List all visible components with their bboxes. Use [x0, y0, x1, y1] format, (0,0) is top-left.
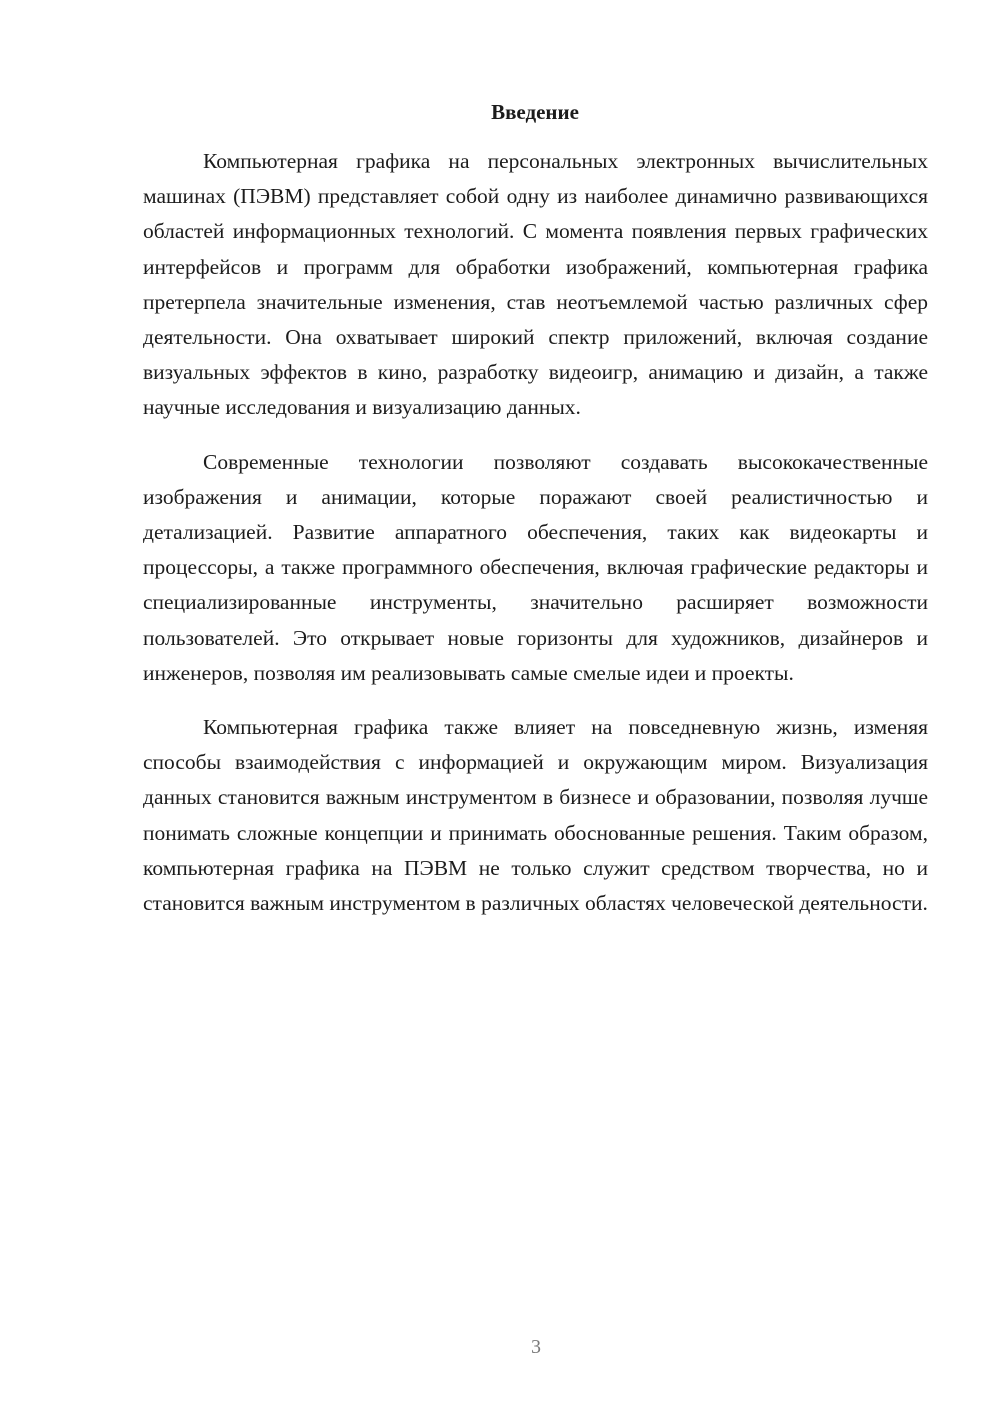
paragraph-2: Современные технологии позволяют создавать высококачественные изображения и анимации, которые поражают своей реалистичностью и детализацией. Развитие аппаратного обеспечения, таких как видеокарты и процессоры, а также программного обеспечения, включая графические редакторы и специализированные инструменты, значительно расширяет возможности пользователей. Это открывает новые горизонты для художников, дизайнеров и инженеров, позволяя им реализовывать самые смелые идеи и проекты. — [143, 449, 928, 685]
paragraph-3: Компьютерная графика также влияет на повседневную жизнь, изменяя способы взаимодействия с информацией и окружающим миром. Визуализация данных становится важным инструментом в бизнесе и образовании, позволяя лучше понимать сложные концепции и принимать обоснованные решения. Таким образом, компьютерная графика на ПЭВМ не только служит средством творчества, но и становится важным инструментом в различных областях человеческой деятельности. — [143, 715, 928, 916]
section-title: Введение — [491, 100, 579, 124]
paragraph-1: Компьютерная графика на персональных электронных вычислительных машинах (ПЭВМ) представляет собой одну из наиболее динамично развивающихся областей информационных технологий. С момента появления первых графических интерфейсов и программ для обработки изображений, компьютерная графика претерпела значительные изменения, став неотъемлемой частью различных сфер деятельности. Она охватывает широкий спектр приложений, включая создание визуальных эффектов в кино, разработку видеоигр, анимацию и дизайн, а также научные исследования и визуализацию данных. — [143, 149, 928, 420]
body-text — [143, 144, 928, 940]
page-number: 3 — [531, 1336, 541, 1358]
